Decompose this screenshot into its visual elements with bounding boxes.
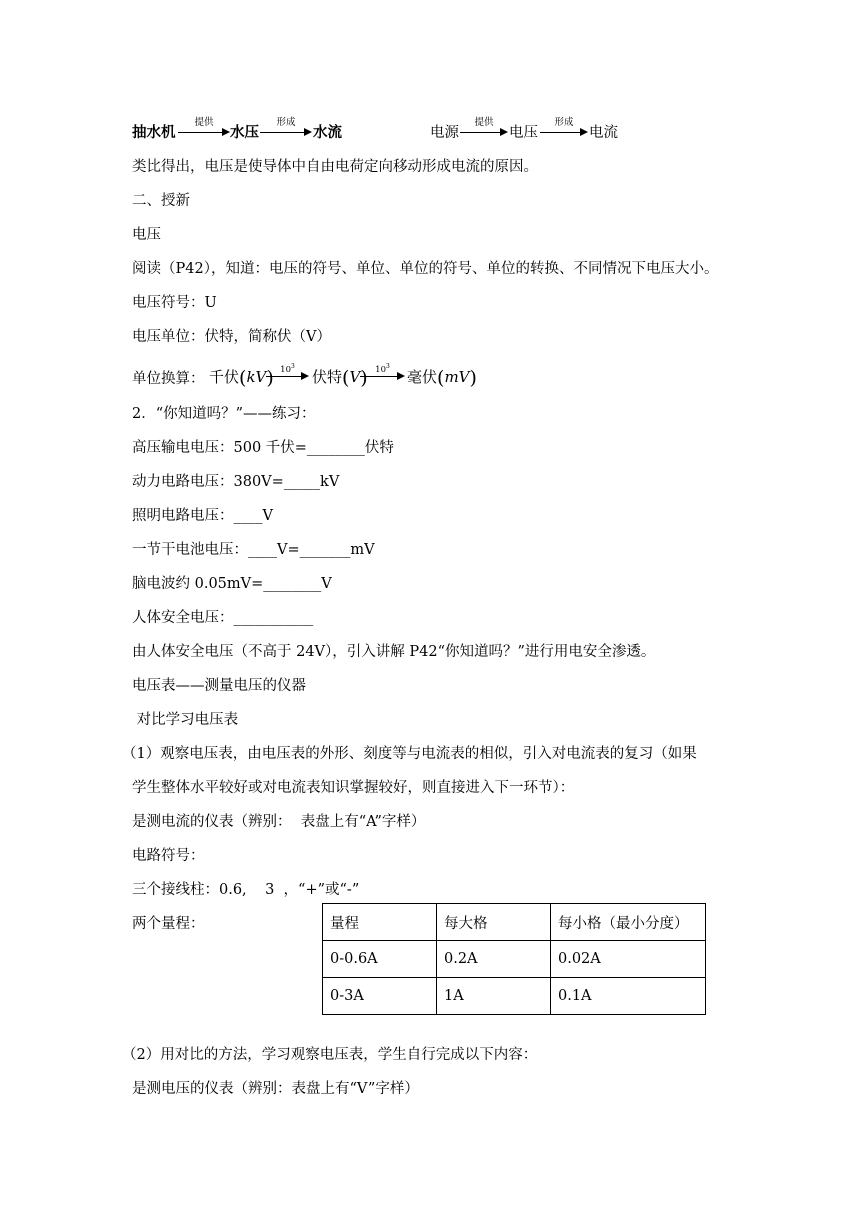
electric-analogy-flow — [430, 118, 630, 142]
flow-node-pump: 抽水机 — [132, 125, 176, 141]
flow-arrow-provide — [460, 118, 508, 142]
flow-node-water-flow: 水流 — [313, 125, 342, 141]
unit-volt: 伏特(V) — [312, 367, 368, 389]
arrow-shaft — [360, 376, 399, 377]
topic-voltage: 电压 — [132, 227, 161, 243]
flow-node-water-pressure: 水压 — [230, 125, 259, 141]
unit-name: 毫伏 — [407, 368, 438, 386]
ranges-label: 两个量程： — [132, 916, 205, 932]
voltmeter-identify: 是测电压的仪表（辨别：表盘上有“V”字样） — [132, 1081, 419, 1097]
table-cell: 0-0.6A — [323, 941, 437, 978]
table-row — [323, 941, 706, 978]
arrow-shaft — [260, 132, 306, 133]
arrow-label-provide: 提供 — [194, 117, 214, 128]
exercise-heading: 2．“你知道吗？”——练习： — [132, 406, 316, 422]
unit-millivolt: 毫伏(mV) — [407, 367, 477, 389]
arrow-shaft — [460, 132, 502, 133]
unit-name: 千伏 — [209, 368, 240, 386]
flow-arrow-form — [540, 118, 588, 142]
exercise-brain-wave: 脑电波约 0.05mV=________V — [132, 576, 332, 592]
arrow-head-icon — [222, 128, 230, 136]
exercise-safe-voltage: 人体安全电压：___________ — [132, 610, 314, 626]
table-header-cell: 每小格（最小分度） — [551, 904, 706, 941]
table-cell: 0-3A — [323, 978, 437, 1015]
arrow-head-icon — [301, 372, 309, 380]
voltage-symbol: 电压符号：U — [132, 295, 217, 311]
arrow-shaft — [178, 132, 224, 133]
table-header-cell: 量程 — [323, 904, 437, 941]
flow-arrow-provide — [178, 118, 230, 142]
circuit-symbol-label: 电路符号： — [132, 848, 205, 864]
arrow-label-form: 形成 — [276, 117, 296, 128]
ammeter-range-table — [322, 903, 706, 1015]
unit-symbol: mV — [444, 368, 470, 386]
conversion-arrow — [266, 362, 309, 386]
analogy-conclusion: 类比得出，电压是使导体中自由电荷定向移动形成电流的原因。 — [132, 159, 538, 175]
unit-name: 伏特 — [312, 368, 343, 386]
factor-exponent: 3 — [291, 363, 295, 370]
arrow-shaft — [266, 376, 303, 377]
voltmeter-compare-heading: 对比学习电压表 — [132, 712, 239, 728]
safety-note: 由人体安全电压（不高于 24V），引入讲解 P42“你知道吗？”进行用电安全渗透。 — [132, 644, 656, 660]
terminals-line: 三个接线柱：0.6, 3 ，“+”或“-” — [132, 882, 360, 898]
unit-symbol: V — [349, 368, 361, 386]
arrow-head-icon — [500, 128, 508, 136]
unit-conversion-formula — [132, 362, 492, 388]
observe-paragraph-line-2: 学生整体水平较好或对电流表知识掌握较好，则直接进入下一环节）： — [132, 780, 575, 796]
factor-base: 10 — [375, 364, 386, 375]
unit-conversion-label: 单位换算： — [132, 371, 205, 387]
table-header-cell: 每大格 — [437, 904, 551, 941]
water-analogy-flow — [132, 118, 372, 142]
arrow-label-form: 形成 — [554, 117, 574, 128]
observe-paragraph-line-1: （1）观察电压表，由电压表的外形、刻度等与电流表的相似，引入对电流表的复习（如果 — [122, 746, 697, 762]
table-cell: 0.1A — [551, 978, 706, 1015]
table-row — [323, 978, 706, 1015]
conversion-arrow — [360, 362, 405, 386]
table-cell: 0.02A — [551, 941, 706, 978]
arrow-head-icon — [304, 128, 312, 136]
flow-node-current: 电流 — [589, 125, 618, 141]
unit-symbol: kV — [246, 368, 267, 386]
flow-arrow-form — [260, 118, 312, 142]
voltage-unit: 电压单位：伏特，简称伏（V） — [132, 329, 331, 345]
table-cell: 0.2A — [437, 941, 551, 978]
section-heading-new-lesson: 二、授新 — [132, 193, 190, 209]
arrow-head-icon — [397, 372, 405, 380]
exercise-dry-battery: 一节干电池电压：____V=_______mV — [132, 542, 375, 558]
flow-node-power-source: 电源 — [430, 125, 459, 141]
voltmeter-heading: 电压表——测量电压的仪器 — [132, 678, 306, 694]
flow-node-voltage: 电压 — [509, 125, 538, 141]
compare-voltmeter-paragraph: （2）用对比的方法，学习观察电压表，学生自行完成以下内容： — [122, 1047, 538, 1063]
exercise-power-circuit: 动力电路电压：380V=_____kV — [132, 474, 340, 490]
table-cell: 1A — [437, 978, 551, 1015]
factor-exponent: 3 — [386, 363, 390, 370]
arrow-label-provide: 提供 — [474, 117, 494, 128]
unit-kilovolt: 千伏(kV) — [209, 367, 274, 389]
arrow-shaft — [540, 132, 582, 133]
factor-base: 10 — [280, 364, 291, 375]
table-header-row — [323, 904, 706, 941]
arrow-head-icon — [580, 128, 588, 136]
reading-instruction: 阅读（P42），知道：电压的符号、单位、单位的符号、单位的转换、不同情况下电压大小。 — [132, 261, 719, 277]
exercise-high-voltage: 高压输电电压：500 千伏=________伏特 — [132, 440, 394, 456]
exercise-lighting-circuit: 照明电路电压：____V — [132, 508, 273, 524]
ammeter-identify: 是测电流的仪表（辨别： 表盘上有“A”字样） — [132, 814, 426, 830]
